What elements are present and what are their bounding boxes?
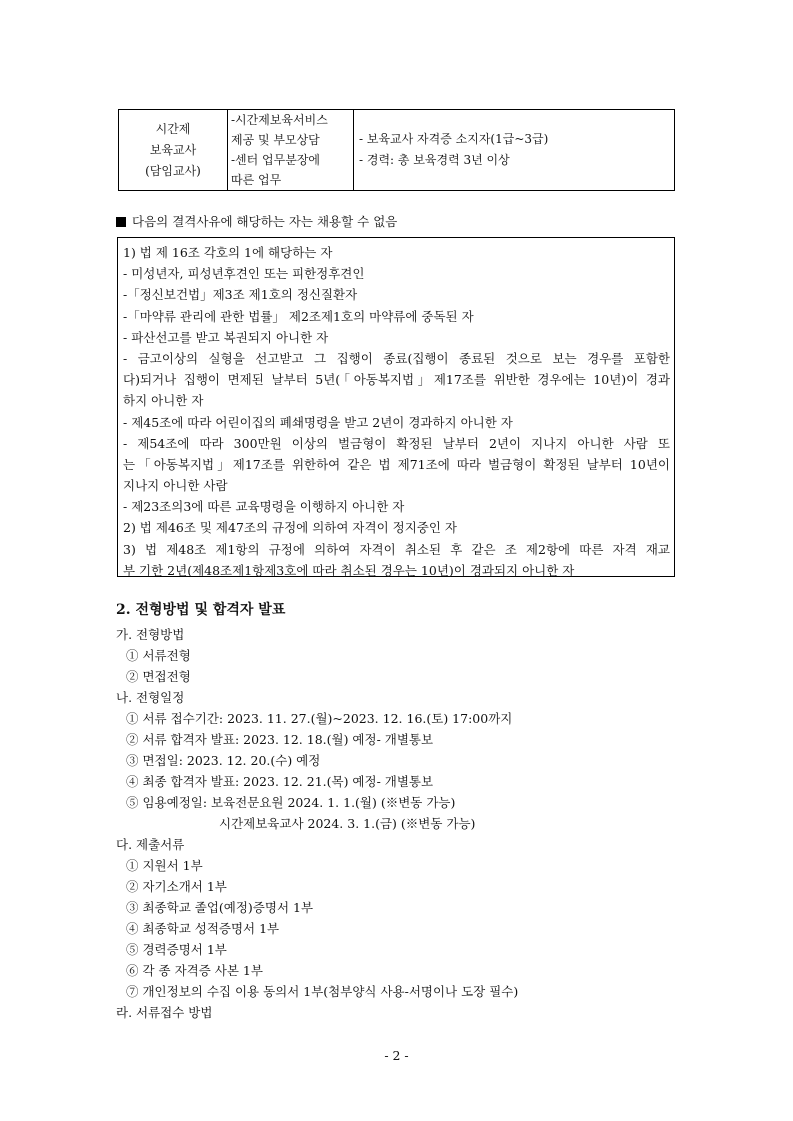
disqualification-line: -「마약류 관리에 관한 법률」 제2조제1호의 마약류에 중독된 자 <box>123 308 474 324</box>
disqualification-line: - 제23조의3에 따른 교육명령을 이행하지 아니한 자 <box>123 499 405 515</box>
list-item: ⑦ 개인정보의 수집 이용 동의서 1부(첨부양식 사용-서명이나 도장 필수) <box>126 984 519 999</box>
list-item: ③ 면접일: 2023. 12. 20.(수) 예정 <box>126 753 321 768</box>
disqualification-line: - 미성년자, 피성년후견인 또는 피한정후견인 <box>123 266 365 282</box>
list-item: ③ 최종학교 졸업(예정)증명서 1부 <box>126 900 314 915</box>
disqualification-line: - 제45조에 따라 어린이집의 폐쇄명령을 받고 2년이 경과하지 아니한 자 <box>123 414 513 430</box>
disqualification-line: - 파산선고를 받고 복권되지 아니한 자 <box>123 329 329 345</box>
role-name-line: (담임교사) <box>145 163 201 178</box>
list-item: ① 서류전형 <box>126 648 191 663</box>
disqualification-line: - 금고이상의 실형을 선고받고 그 집행이 종료(집행이 종료된 것으로 보는 경우를 포함한 <box>123 350 670 366</box>
role-name-line: 시간제 <box>155 121 191 136</box>
qualification-cell <box>354 110 675 191</box>
duty-line: 제공 및 부모상담 <box>231 133 320 147</box>
disqualification-line: 1) 법 제 16조 각호의 1에 해당하는 자 <box>123 245 333 260</box>
disqualification-line: 지나지 아니한 사람 <box>123 478 228 494</box>
list-item: ④ 최종 합격자 발표: 2023. 12. 21.(목) 예정- 개별통보 <box>126 774 434 789</box>
list-item: ⑥ 각 종 자격증 사본 1부 <box>126 963 263 978</box>
disqualification-line: - 제54조에 따라 300만원 이상의 벌금형이 확정된 날부터 2년이 지나지 아니한 사람 또 <box>123 435 670 451</box>
subsection-label-ra: 라. 서류접수 방법 <box>116 1005 213 1020</box>
list-item: ⑤ 경력증명서 1부 <box>126 942 227 957</box>
list-item: ② 면접전형 <box>126 669 191 684</box>
duty-line: 따른 업무 <box>231 173 282 187</box>
list-item: ② 서류 합격자 발표: 2023. 12. 18.(월) 예정- 개별통보 <box>126 732 434 747</box>
black-square-icon <box>116 217 126 227</box>
disqualification-line: 다)되거나 집행이 면제된 날부터 5년(「아동복지법」제17조를 위반한 경우에는 10년)이 경과 <box>123 372 670 388</box>
qualification-line: - 보육교사 자격증 소지자(1급~3급) <box>359 132 549 146</box>
role-table <box>118 109 675 191</box>
duty-line: -시간제보육서비스 <box>231 113 328 127</box>
role-name-line: 보육교사 <box>149 142 197 157</box>
qualification-line: - 경력: 총 보육경력 3년 이상 <box>359 153 510 167</box>
page-number: - 2 - <box>384 1048 409 1063</box>
disqualification-line: 3) 법 제48조 제1항의 규정에 의하여 자격이 취소된 후 같은 조 제2항에 따른 자격 재교 <box>123 541 670 557</box>
disqualification-heading <box>116 212 397 230</box>
table-row <box>119 110 675 191</box>
subsection-label-na: 나. 전형일정 <box>116 690 185 705</box>
subsection-label-ga: 가. 전형방법 <box>116 627 185 642</box>
list-item: ① 지원서 1부 <box>126 858 203 873</box>
role-name-cell <box>119 110 228 191</box>
disqualification-line: -「정신보건법」제3조 제1호의 정신질환자 <box>123 287 358 303</box>
duty-line: -센터 업무분장에 <box>231 153 321 167</box>
disqualification-line: 부 기한 2년(제48조제1항제3호에 따라 취소된 경우는 10년)이 경과되지 아니한 자 <box>123 562 575 578</box>
disqualification-box <box>117 237 675 577</box>
list-item: ④ 최종학교 성적증명서 1부 <box>126 921 280 936</box>
list-item: ① 서류 접수기간: 2023. 11. 27.(월)~2023. 12. 16.(토) 17:00까지 <box>126 711 513 726</box>
list-item: ② 자기소개서 1부 <box>126 879 227 894</box>
disqualification-line: 하지 아니한 자 <box>123 393 204 409</box>
disqualification-heading-text: 다음의 결격사유에 해당하는 자는 채용할 수 없음 <box>132 214 398 229</box>
subsection-label-da: 다. 제출서류 <box>116 837 185 852</box>
disqualification-line: 2) 법 제46조 및 제47조의 규정에 의하여 자격이 정지중인 자 <box>123 520 457 536</box>
list-item: ⑤ 임용예정일: 보육전문요원 2024. 1. 1.(월) (※변동 가능) <box>126 795 456 810</box>
list-item-continuation: 시간제보육교사 2024. 3. 1.(금) (※변동 가능) <box>219 816 476 831</box>
section-title: 2. 전형방법 및 합격자 발표 <box>116 602 286 618</box>
disqualification-line: 는「아동복지법」제17조를 위한하여 같은 법 제71조에 따라 벌금형이 확정된 날부터 10년이 <box>123 456 670 472</box>
duty-cell <box>228 110 354 191</box>
